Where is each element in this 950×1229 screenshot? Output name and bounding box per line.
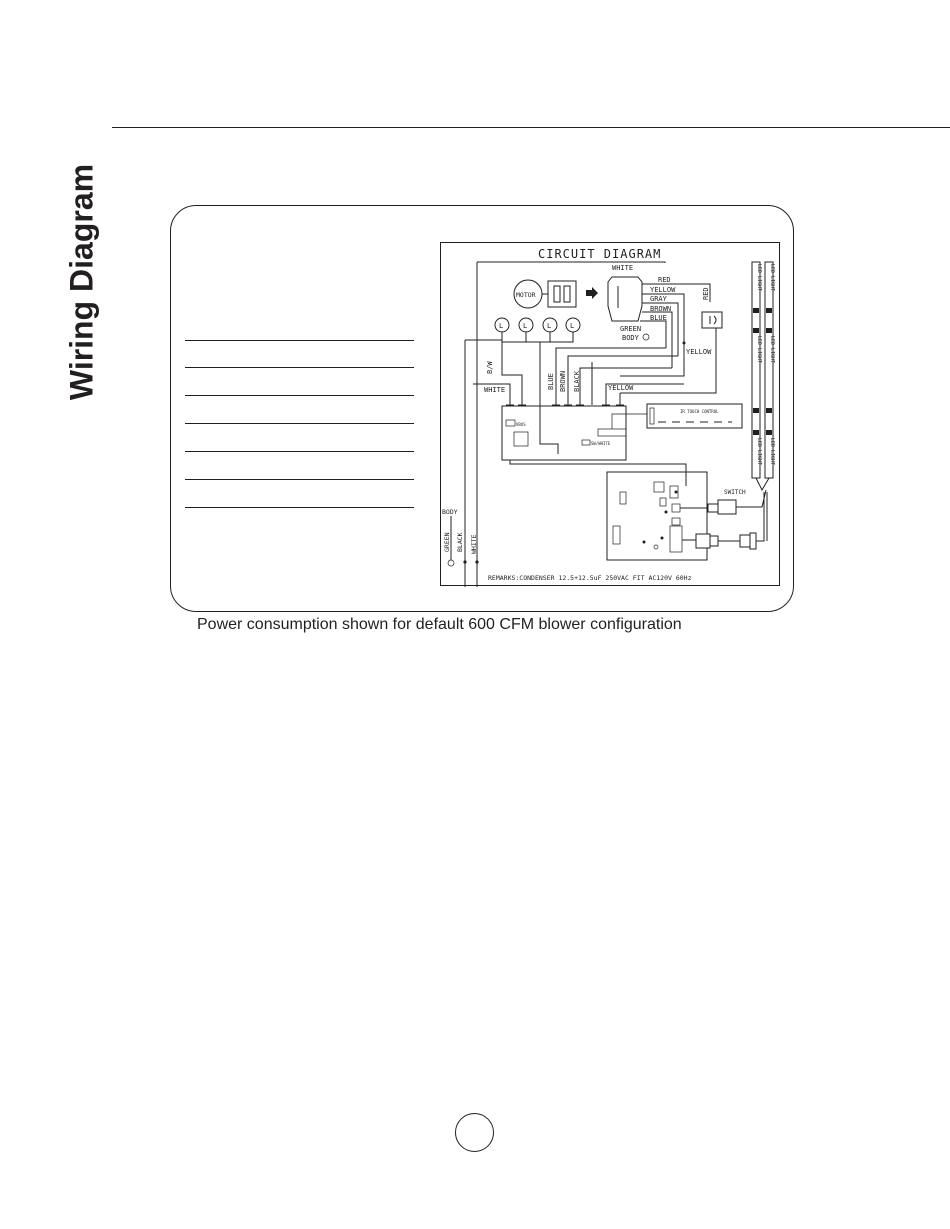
section-title: Wiring Diagram bbox=[63, 163, 100, 401]
ribbon-connector bbox=[598, 429, 626, 436]
lamp-feed bbox=[502, 342, 522, 405]
label-bw: B/W bbox=[486, 361, 494, 374]
wire-white-top bbox=[477, 262, 665, 263]
board-component bbox=[654, 482, 664, 492]
spec-line bbox=[185, 367, 414, 368]
board-component bbox=[582, 440, 590, 445]
board-mark bbox=[665, 511, 668, 514]
header-rule bbox=[112, 127, 950, 128]
ground-icon bbox=[643, 334, 649, 340]
led-junction bbox=[756, 478, 769, 490]
led-label: LED LIGHT bbox=[769, 336, 775, 364]
spec-line bbox=[185, 423, 414, 424]
label-brown-v: BROWN bbox=[559, 370, 567, 392]
relay-box bbox=[702, 312, 722, 328]
board-chip bbox=[514, 432, 528, 446]
ribbon-cable bbox=[612, 414, 647, 429]
motor-label: MOTOR bbox=[516, 291, 536, 299]
lamp-return bbox=[540, 342, 558, 454]
switch-body bbox=[718, 500, 736, 514]
board-terminal bbox=[670, 526, 682, 552]
circuit-title: CIRCUIT DIAGRAM bbox=[538, 247, 662, 261]
led-label: LED LIGHT bbox=[769, 264, 775, 292]
lamp-wiring bbox=[502, 332, 573, 342]
label-blue: BLUE bbox=[650, 314, 667, 322]
supply-terminal bbox=[475, 560, 478, 563]
board-jumper bbox=[672, 518, 680, 525]
motor-connector bbox=[548, 281, 576, 307]
switch-connector bbox=[708, 504, 718, 512]
capacitor-plug bbox=[608, 277, 642, 321]
label-yellow-right: YELLOW bbox=[686, 348, 712, 356]
wire-yellow-lower bbox=[620, 339, 684, 376]
lamp-label: L bbox=[523, 322, 528, 330]
board-mark bbox=[661, 537, 664, 540]
power-consumption-caption: Power consumption shown for default 600 CFM blower configuration bbox=[197, 616, 682, 633]
wire-brown-v bbox=[568, 356, 678, 405]
wire-led-feed bbox=[756, 492, 767, 541]
board-mount bbox=[654, 545, 658, 549]
board-mark bbox=[643, 541, 646, 544]
label-sw-white: SW/WHITE bbox=[591, 441, 611, 446]
control-board bbox=[502, 406, 626, 460]
label-yellow-bottom: YELLOW bbox=[608, 384, 634, 392]
spec-line bbox=[185, 451, 414, 452]
board-component bbox=[660, 498, 666, 506]
junction-dot bbox=[683, 342, 686, 345]
supply-white-label: WHITE bbox=[470, 534, 478, 554]
led-label: LED LIGHT bbox=[756, 438, 762, 466]
supply-black-label: BLACK bbox=[456, 532, 464, 552]
lamp-label: L bbox=[570, 322, 575, 330]
supply-body-label: BODY bbox=[442, 508, 458, 516]
label-vbus: VBUS bbox=[516, 422, 526, 427]
label-black-v: BLACK bbox=[573, 370, 581, 392]
led-label: LED LIGHT bbox=[756, 336, 762, 364]
label-red: RED bbox=[658, 276, 671, 284]
label-blue-v: BLUE bbox=[547, 373, 555, 390]
lamp-label: L bbox=[499, 322, 504, 330]
label-brown: BROWN bbox=[650, 305, 672, 313]
label-red-vertical: RED bbox=[702, 287, 710, 300]
board-relay bbox=[620, 492, 626, 504]
spec-line bbox=[185, 395, 414, 396]
supply-green-label: GREEN bbox=[443, 532, 451, 552]
board-component bbox=[506, 420, 515, 426]
led-strips bbox=[752, 262, 775, 490]
spec-line bbox=[185, 507, 414, 508]
label-white-left: WHITE bbox=[484, 386, 506, 394]
led-label: LED LIGHT bbox=[756, 264, 762, 292]
board-jumper bbox=[672, 504, 680, 512]
label-body: BODY bbox=[622, 334, 639, 342]
label-green: GREEN bbox=[620, 325, 642, 333]
remarks-text: REMARKS:CONDENSER 12.5+12.5uF 250VAC FIT AC120V 60Hz bbox=[488, 574, 692, 582]
label-gray: GRAY bbox=[650, 295, 667, 303]
ground-icon bbox=[448, 560, 454, 566]
label-ir-touch-control: IR TOUCH CONTROL bbox=[680, 409, 719, 414]
board-mark bbox=[675, 491, 678, 494]
lamp-group bbox=[495, 318, 580, 454]
label-yellow: YELLOW bbox=[650, 286, 676, 294]
power-board bbox=[607, 472, 707, 560]
supply-terminal bbox=[463, 560, 466, 563]
spec-line bbox=[185, 479, 414, 480]
ir-touch-control bbox=[647, 404, 742, 428]
board-capacitor bbox=[613, 526, 620, 544]
lamp-label: L bbox=[547, 322, 552, 330]
harness-plug bbox=[740, 535, 750, 547]
led-label: LED LIGHT bbox=[769, 438, 775, 466]
harness-plug bbox=[750, 533, 756, 549]
page-number-circle bbox=[455, 1113, 494, 1152]
label-white-top: WHITE bbox=[612, 264, 634, 272]
arrow-icon bbox=[586, 287, 598, 299]
label-switch: SWITCH bbox=[724, 489, 746, 496]
harness-plug bbox=[710, 536, 718, 546]
harness-plug bbox=[696, 534, 710, 548]
circuit-diagram bbox=[440, 242, 780, 586]
spec-line bbox=[185, 340, 414, 341]
